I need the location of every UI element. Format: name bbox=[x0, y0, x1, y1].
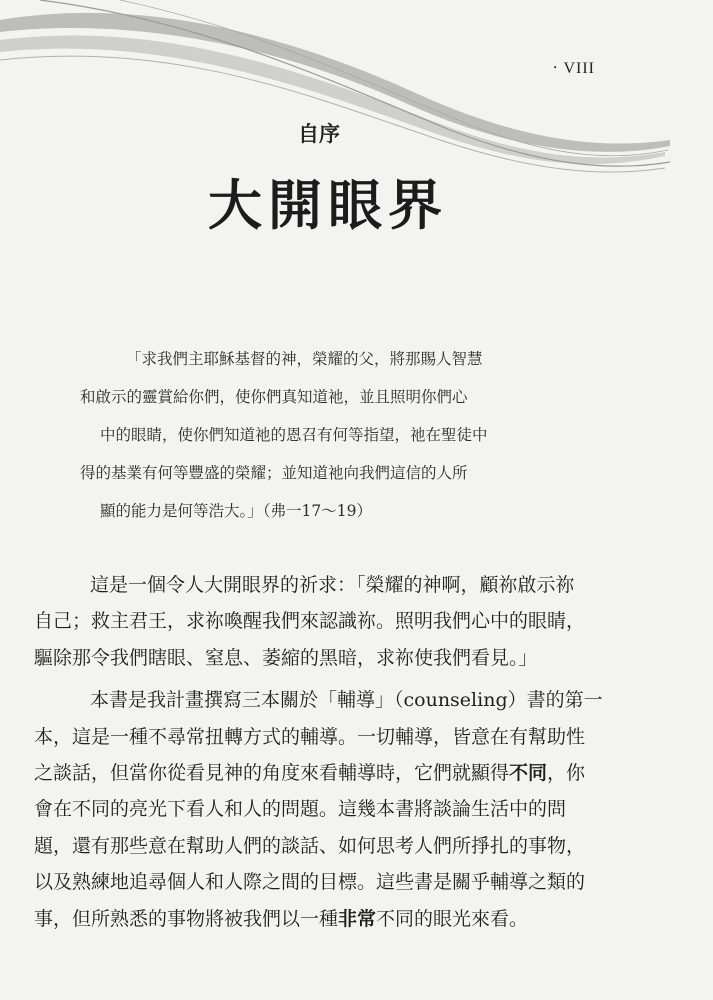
paragraph-line: 自己；救主君王，求祢喚醒我們來認識祢。照明我們心中的眼睛， bbox=[34, 610, 586, 633]
line-text: 之談話，但當你從看見神的角度來看輔導時，它們就顯得 bbox=[34, 761, 510, 784]
page-number: ‧ VIII bbox=[552, 60, 595, 77]
paragraph-line bbox=[34, 901, 624, 937]
preface-label: 自序 bbox=[298, 122, 340, 146]
paragraph-line: 本書是我計畫撰寫三本關於「輔導」（counseling）書的第一 bbox=[90, 689, 603, 712]
paragraph-line: 會在不同的亮光下看人和人的問題。這幾本書將談論生活中的問 bbox=[34, 798, 567, 821]
quote-line: 和啟示的靈賞給你們，使你們真知道祂，並且照明你們心 bbox=[80, 388, 468, 406]
paragraph-line: 這是一個令人大開眼界的祈求：「榮耀的神啊，顧祢啟示祢 bbox=[90, 574, 575, 596]
line-text: ，你 bbox=[547, 761, 586, 784]
line-text: 事，但所熟悉的事物將被我們以一種 bbox=[34, 907, 339, 930]
paragraph-line: 本，這是一種不尋常扭轉方式的輔導。一切輔導，皆意在有幫助性 bbox=[34, 725, 586, 748]
emphasis-text: 不同 bbox=[509, 761, 548, 784]
paragraph-line: 以及熟練地追尋個人和人際之間的目標。這些書是關乎輔導之類的 bbox=[34, 871, 586, 894]
quote-line: 「求我們主耶穌基督的神，榮耀的父，將那賜人智慧 bbox=[126, 350, 483, 368]
quote-line: 中的眼睛，使你們知道祂的恩召有何等指望，祂在聖徒中 bbox=[100, 426, 488, 444]
quote-line: 顯的能力是何等浩大。」（弗一17～19） bbox=[100, 502, 372, 520]
quote-line: 得的基業有何等豐盛的榮耀；並知道祂向我們這信的人所 bbox=[80, 464, 468, 482]
emphasis-text: 非常 bbox=[338, 907, 377, 930]
scripture-quote bbox=[80, 340, 500, 530]
chapter-title: 大開眼界 bbox=[208, 174, 448, 237]
line-text: 不同的眼光來看。 bbox=[376, 907, 529, 930]
paragraph-line bbox=[34, 755, 624, 791]
paragraph-line: 題，還有那些意在幫助人們的談話、如何思考人們所掙扎的事物， bbox=[34, 834, 586, 857]
body-text bbox=[34, 567, 624, 937]
paragraph-line: 驅除那令我們瞎眼、窒息、萎縮的黑暗，求祢使我們看見。」 bbox=[34, 646, 538, 669]
